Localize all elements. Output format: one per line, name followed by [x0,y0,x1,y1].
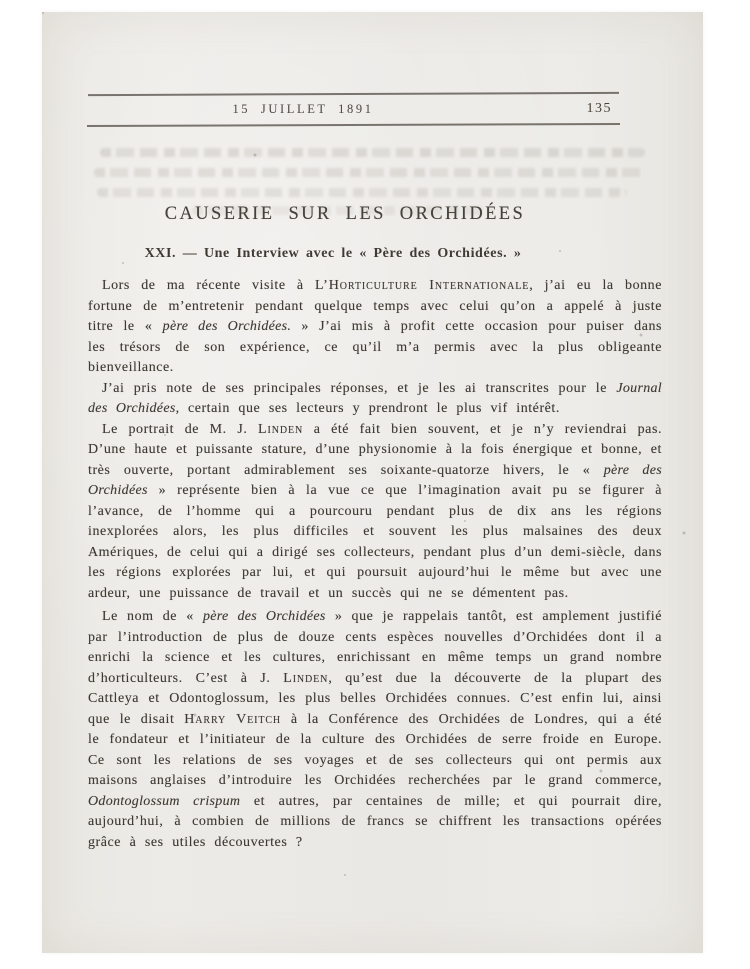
scan-page [42,12,703,953]
text-segment: à la Conférence des Orchidées de Londres, qui a été le fondateur et l’initiateur de la culture des Orchidées de serre froide en Europe. Ce sont les relations de ses voyages et de ses collecteurs qui ont permis aux maisons anglaises d’introduire les Orchidées recherchées par le grand commerce, [88,711,662,788]
text-segment: et autres, par centaines de mille; et qui pourrait dire, aujourd’hui, à combien de millions de francs se chiffrent les transactions opérées grâce à ses utiles découvertes ? [88,793,662,850]
text-segment: certain que ses lecteurs y prendront le plus vif intérêt. [179,401,560,416]
paragraph [88,607,662,853]
text-segment: Le nom de « [102,609,203,624]
article-subtitle: XXI. — Une Interview avec le « Père des Orchidées. » [144,246,522,261]
bleedthrough-line [94,168,646,177]
text-segment: Le portrait de M. J. [102,421,259,437]
text-segment: J’ai pris note de ses principales réponses, et je les ai transcrites pour le [102,380,617,396]
text-segment: a été fait bien souvent, et je n’y reviendrai pas. D’une haute et puissante stature, d’une physionomie à la fois énergique et bonne, et très ouverte, portant admirablement ses soixante-quatorze hivers, le « [88,421,662,478]
header-rule-top [88,92,619,96]
text-segment: Lors de ma récente visite à [102,278,316,293]
text-segment: , j’ai eu la bonne fortune de m’entretenir pendant quelque temps avec celui qu’on a appelé à juste titre le « [88,278,662,334]
bleedthrough-line [97,188,627,197]
paragraph [88,379,662,420]
header-page-number: 135 [586,101,612,116]
text-segment: Harry Veitch [184,711,282,727]
text-segment: Odontoglossum crispum [88,793,241,809]
bleedthrough-line [100,148,645,157]
text-segment: père des Orchidées [202,609,326,624]
text-segment: » J’ai mis à profit cette occasion pour puiser dans les trésors de son expérience, ce qu’il m’a permis avec la plus obligeante bienveillance. [88,319,662,375]
text-segment: père des Orchidées. [162,319,292,334]
article-title: CAUSERIE SUR LES ORCHIDÉES [164,204,526,224]
text-segment: » que je rappelais tantôt, est amplement justifié par l’introduction de plus de douze cents espèces nouvelles d’Orchidées dont il a enrichi la science et les cultures, enrichissant en même temps un grand nombre d’horticulteurs. C’est à J. [88,609,662,686]
header-rule-bottom [87,123,620,127]
text-segment: Linden [283,670,329,686]
text-segment: » représente bien à la vue ce que l’imagination avait pu se figurer à l’avance, de l’homme qui a pourcouru pendant plus de dix ans les régions inexplorées alors, les plus difficiles et souvent les plus malsaines des deux Amériques, de celui qui a dirigé ses collecteurs, pendant plus d’un demi-siècle, dans les régions explorées par lui, et qui poursuit aujourd’hui le même but avec une ardeur, une puissance de travail et un succès qui ne se démentent pas. [88,483,662,601]
text-segment: Journal des Orchidées, [88,380,662,416]
text-segment: L’Horticulture Internationale [315,278,530,293]
paragraph [88,276,662,379]
header-date: 15 JUILLET 1891 [232,102,374,116]
text-segment: , qu’est due la découverte de la plupart des Cattleya et Odontoglossum, les plus belles Orchidées connues. C’est enfin lui, ainsi que le disait [88,670,662,727]
article-body [88,276,662,853]
paragraph [88,420,662,605]
text-segment: père des Orchidées [88,462,662,498]
text-segment: Linden [258,421,304,437]
